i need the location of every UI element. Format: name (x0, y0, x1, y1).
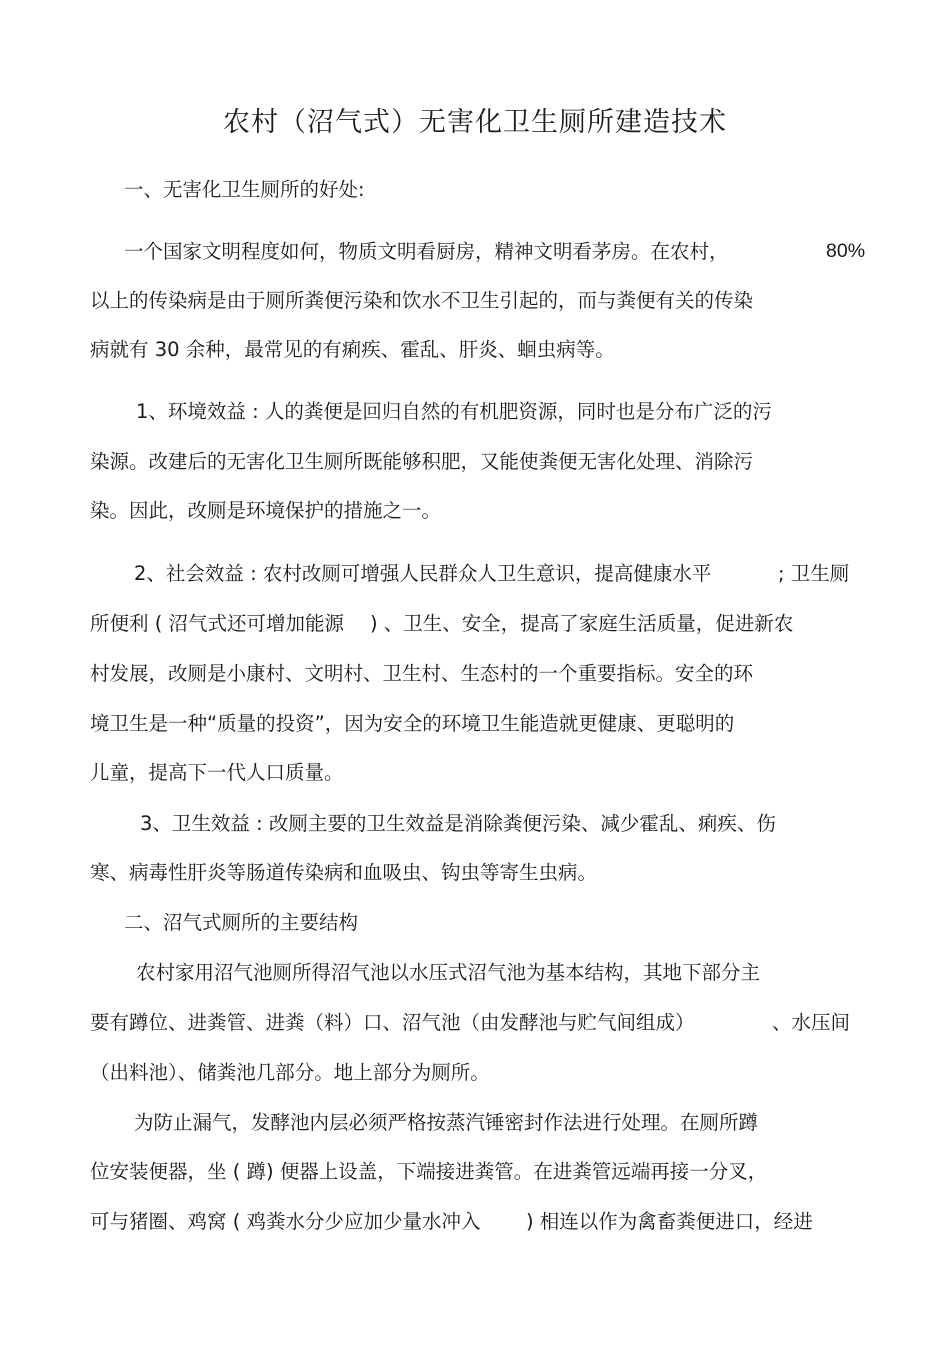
paragraph-line: （出料池）、储粪池几部分。地上部分为厕所。 (90, 1061, 490, 1084)
paragraph-line: 染。因此，改厕是环境保护的措施之一。 (90, 499, 442, 522)
paragraph-line: 2、社会效益 : 农村改厕可增强人民群众人卫生意识，提高健康水平 (134, 562, 712, 585)
paragraph-line: 可与猪圈、鸡窝 ( 鸡粪水分少应加少量水冲入 (90, 1210, 481, 1233)
paragraph-line: 为防止漏气，发酵池内层必须严格按蒸汽锤密封作法进行处理。在厕所蹲 (134, 1111, 759, 1134)
paragraph-line: ) 相连以作为禽畜粪便进口，经进 (526, 1210, 813, 1233)
paragraph-line: 寒、病毒性肝炎等肠道传染病和血吸虫、钩虫等寄生虫病。 (90, 861, 598, 884)
paragraph-line: 所便利 ( 沼气式还可增加能源 (90, 612, 345, 635)
paragraph-line: ) 、卫生、安全，提高了家庭生活质量，促进新农 (370, 612, 794, 635)
paragraph-line: 染源。改建后的无害化卫生厕所既能够积肥，又能使粪便无害化处理、消除污 (90, 450, 754, 473)
paragraph-line: 病就有 30 余种，最常见的有痢疾、霍乱、肝炎、蛔虫病等。 (90, 338, 615, 361)
paragraph-line: 80% (826, 240, 866, 262)
paragraph-line: 境卫生是一种“质量的投资”，因为安全的环境卫生能造就更健康、更聪明的 (90, 712, 735, 735)
section-heading-benefits: 一、无害化卫生厕所的好处: (124, 178, 365, 201)
section-heading-structure: 二、沼气式厕所的主要结构 (124, 911, 359, 934)
paragraph-line: 、水压间 (772, 1011, 851, 1034)
paragraph-line: 以上的传染病是由于厕所粪便污染和饮水不卫生引起的，而与粪便有关的传染 (90, 289, 754, 312)
paragraph-line: 1、环境效益 : 人的粪便是回归自然的有机肥资源，同时也是分布广泛的污 (136, 400, 772, 423)
document-title: 农村（沼气式）无害化卫生厕所建造技术 (223, 107, 727, 138)
paragraph-line: 要有蹲位、进粪管、进粪（料）口、沼气池（由发酵池与贮气间组成） (90, 1011, 695, 1034)
paragraph-line: 3、卫生效益 : 改厕主要的卫生效益是消除粪便污染、减少霍乱、痢疾、伤 (140, 812, 776, 835)
paragraph-line: 一个国家文明程度如何，物质文明看厨房，精神文明看茅房。在农村， (124, 240, 729, 263)
paragraph-line: 儿童，提高下一代人口质量。 (90, 761, 344, 784)
paragraph-line: 村发展，改厕是小康村、文明村、卫生村、生态村的一个重要指标。安全的环 (90, 662, 754, 685)
paragraph-line: 农村家用沼气池厕所得沼气池以水压式沼气池为基本结构，其地下部分主 (136, 961, 761, 984)
paragraph-line: ; 卫生厕 (778, 562, 850, 585)
paragraph-line: 位安装便器，坐 ( 蹲) 便器上设盖，下端接进粪管。在进粪管远端再接一分叉， (90, 1160, 768, 1183)
